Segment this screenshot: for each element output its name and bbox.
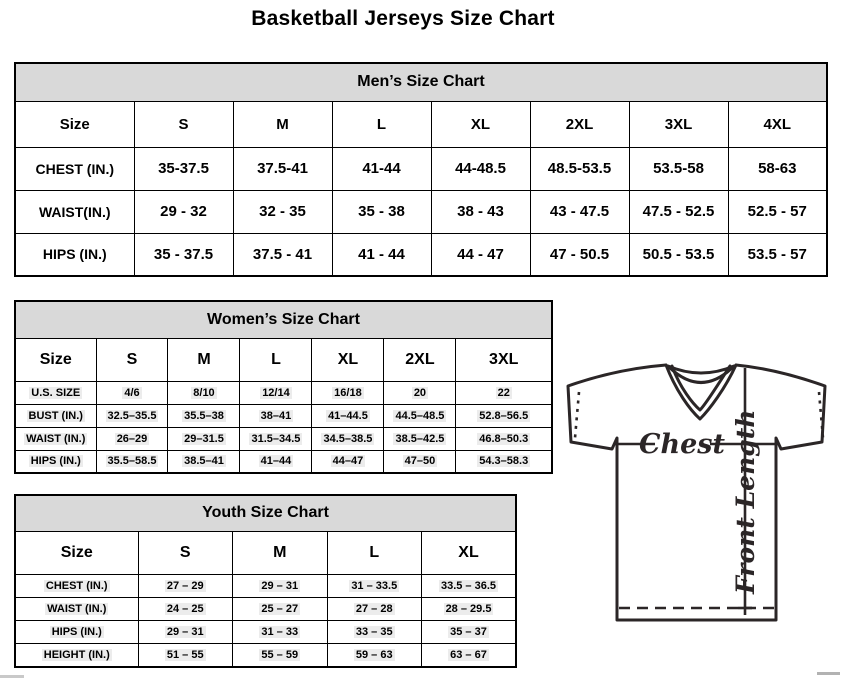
size-value: 48.5-53.5 bbox=[530, 147, 629, 190]
row-label: HEIGHT (IN.) bbox=[15, 644, 138, 667]
size-value: 22 bbox=[456, 381, 552, 404]
size-value: 33.5 – 36.5 bbox=[422, 574, 517, 597]
size-table bbox=[14, 62, 828, 277]
size-value: 12/14 bbox=[240, 381, 312, 404]
table-row bbox=[15, 190, 827, 233]
row-label: CHEST (IN.) bbox=[15, 574, 138, 597]
size-value: 16/18 bbox=[312, 381, 384, 404]
size-value: 28 – 29.5 bbox=[422, 598, 517, 621]
table-row bbox=[15, 404, 552, 427]
size-value: 41–44.5 bbox=[312, 404, 384, 427]
size-value: 41-44 bbox=[332, 147, 431, 190]
size-value: 27 – 28 bbox=[327, 598, 422, 621]
size-value: 63 – 67 bbox=[422, 644, 517, 667]
table-row bbox=[15, 644, 516, 667]
table-row bbox=[15, 598, 516, 621]
row-label: WAIST(IN.) bbox=[15, 190, 134, 233]
size-value: 24 – 25 bbox=[138, 598, 233, 621]
size-value: 44-48.5 bbox=[431, 147, 530, 190]
column-header: L bbox=[240, 338, 312, 381]
jersey-measurement-diagram bbox=[558, 356, 840, 628]
size-value: 43 - 47.5 bbox=[530, 190, 629, 233]
size-value: 46.8–50.3 bbox=[456, 427, 552, 450]
column-header: Size bbox=[15, 338, 96, 381]
column-header: S bbox=[96, 338, 168, 381]
row-label: CHEST (IN.) bbox=[15, 147, 134, 190]
row-label: HIPS (IN.) bbox=[15, 233, 134, 276]
table-row bbox=[15, 574, 516, 597]
column-header: M bbox=[233, 531, 328, 574]
size-value: 31 – 33.5 bbox=[327, 574, 422, 597]
size-value: 52.8–56.5 bbox=[456, 404, 552, 427]
collar-arc-outer bbox=[668, 366, 734, 373]
size-value: 37.5 - 41 bbox=[233, 233, 332, 276]
size-value: 52.5 - 57 bbox=[728, 190, 827, 233]
size-value: 44–47 bbox=[312, 450, 384, 473]
size-value: 32.5–35.5 bbox=[96, 404, 168, 427]
size-value: 38–41 bbox=[240, 404, 312, 427]
row-label: BUST (IN.) bbox=[15, 404, 96, 427]
size-value: 51 – 55 bbox=[138, 644, 233, 667]
column-header: XL bbox=[312, 338, 384, 381]
mens-size-table bbox=[14, 62, 828, 276]
youth-size-table bbox=[14, 494, 517, 668]
column-header: Size bbox=[15, 101, 134, 147]
front-length-label: Front Length bbox=[731, 409, 760, 594]
chest-label: Chest bbox=[639, 429, 725, 460]
size-value: 58-63 bbox=[728, 147, 827, 190]
womens-size-table bbox=[14, 300, 553, 472]
size-value: 35 - 38 bbox=[332, 190, 431, 233]
size-value: 35 – 37 bbox=[422, 621, 517, 644]
table-row bbox=[15, 233, 827, 276]
left-cuff-dashed-line bbox=[575, 392, 579, 438]
size-value: 47–50 bbox=[384, 450, 456, 473]
size-value: 53.5-58 bbox=[629, 147, 728, 190]
row-label: U.S. SIZE bbox=[15, 381, 96, 404]
column-header: XL bbox=[422, 531, 517, 574]
table-row bbox=[15, 621, 516, 644]
column-header: S bbox=[138, 531, 233, 574]
size-value: 33 – 35 bbox=[327, 621, 422, 644]
column-header: 3XL bbox=[629, 101, 728, 147]
table-row bbox=[15, 381, 552, 404]
row-label: HIPS (IN.) bbox=[15, 450, 96, 473]
size-value: 31 – 33 bbox=[233, 621, 328, 644]
table-row bbox=[15, 450, 552, 473]
size-value: 35.5–58.5 bbox=[96, 450, 168, 473]
size-value: 4/6 bbox=[96, 381, 168, 404]
size-value: 35.5–38 bbox=[168, 404, 240, 427]
size-value: 47 - 50.5 bbox=[530, 233, 629, 276]
column-header: 3XL bbox=[456, 338, 552, 381]
size-value: 29 – 31 bbox=[138, 621, 233, 644]
table-title: Youth Size Chart bbox=[15, 495, 516, 531]
row-label: WAIST (IN.) bbox=[15, 427, 96, 450]
table-title: Men’s Size Chart bbox=[15, 63, 827, 101]
size-value: 34.5–38.5 bbox=[312, 427, 384, 450]
size-table bbox=[14, 300, 553, 474]
column-header: 4XL bbox=[728, 101, 827, 147]
size-value: 32 - 35 bbox=[233, 190, 332, 233]
row-label: HIPS (IN.) bbox=[15, 621, 138, 644]
size-value: 55 – 59 bbox=[233, 644, 328, 667]
size-value: 8/10 bbox=[168, 381, 240, 404]
column-header: 2XL bbox=[384, 338, 456, 381]
jersey-outline bbox=[568, 365, 825, 620]
size-value: 41 - 44 bbox=[332, 233, 431, 276]
column-header: M bbox=[168, 338, 240, 381]
size-value: 44.5–48.5 bbox=[384, 404, 456, 427]
size-value: 20 bbox=[384, 381, 456, 404]
size-value: 54.3–58.3 bbox=[456, 450, 552, 473]
size-value: 38.5–42.5 bbox=[384, 427, 456, 450]
table-title: Women’s Size Chart bbox=[15, 301, 552, 338]
page-title: Basketball Jerseys Size Chart bbox=[251, 7, 555, 30]
column-header: S bbox=[134, 101, 233, 147]
size-value: 50.5 - 53.5 bbox=[629, 233, 728, 276]
table-row bbox=[15, 147, 827, 190]
scrollbar-fragment-left[interactable] bbox=[0, 675, 24, 678]
scrollbar-fragment-right[interactable] bbox=[817, 672, 840, 675]
size-value: 38.5–41 bbox=[168, 450, 240, 473]
size-value: 27 – 29 bbox=[138, 574, 233, 597]
size-value: 31.5–34.5 bbox=[240, 427, 312, 450]
column-header: Size bbox=[15, 531, 138, 574]
size-value: 35 - 37.5 bbox=[134, 233, 233, 276]
size-value: 29 - 32 bbox=[134, 190, 233, 233]
table-row bbox=[15, 427, 552, 450]
column-header: L bbox=[332, 101, 431, 147]
row-label: WAIST (IN.) bbox=[15, 598, 138, 621]
size-value: 44 - 47 bbox=[431, 233, 530, 276]
size-value: 47.5 - 52.5 bbox=[629, 190, 728, 233]
size-value: 29 – 31 bbox=[233, 574, 328, 597]
size-value: 25 – 27 bbox=[233, 598, 328, 621]
size-value: 53.5 - 57 bbox=[728, 233, 827, 276]
column-header: 2XL bbox=[530, 101, 629, 147]
column-header: M bbox=[233, 101, 332, 147]
size-table bbox=[14, 494, 517, 668]
size-value: 59 – 63 bbox=[327, 644, 422, 667]
size-value: 38 - 43 bbox=[431, 190, 530, 233]
column-header: L bbox=[327, 531, 422, 574]
size-value: 41–44 bbox=[240, 450, 312, 473]
size-value: 35-37.5 bbox=[134, 147, 233, 190]
size-value: 26–29 bbox=[96, 427, 168, 450]
column-header: XL bbox=[431, 101, 530, 147]
size-value: 37.5-41 bbox=[233, 147, 332, 190]
size-value: 29–31.5 bbox=[168, 427, 240, 450]
